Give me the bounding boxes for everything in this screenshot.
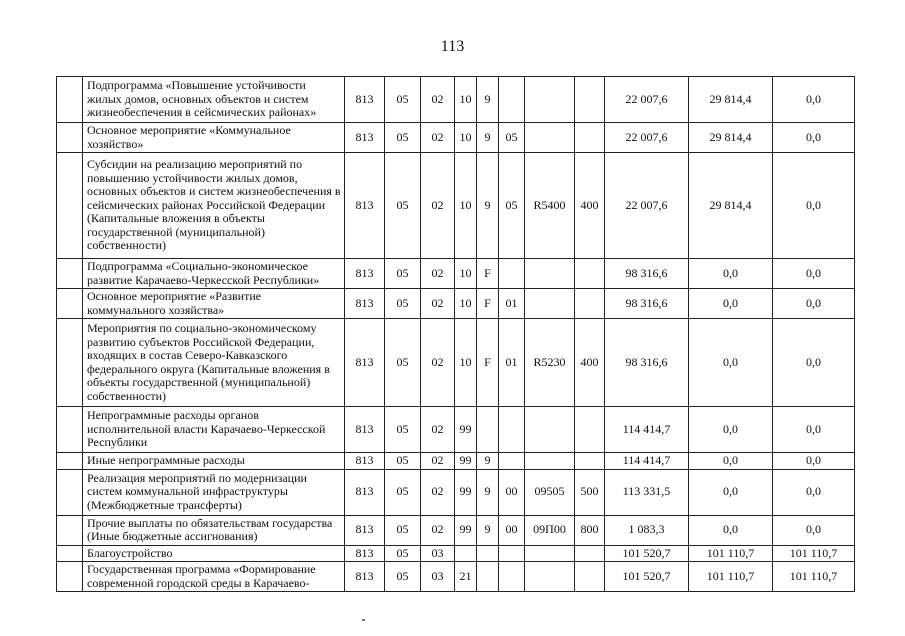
cell-c4 [525, 259, 575, 289]
cell-s1: 101 520,7 [605, 562, 689, 592]
cell-pr: 02 [421, 407, 455, 453]
cell-rz: 05 [385, 153, 421, 259]
cell-s3: 0,0 [773, 469, 855, 515]
cell-s2: 101 110,7 [689, 562, 773, 592]
cell-pr: 03 [421, 562, 455, 592]
cell-c4 [525, 545, 575, 562]
cell-gr: 813 [345, 123, 385, 153]
cell-gr: 813 [345, 153, 385, 259]
cell-vr [575, 407, 605, 453]
cell-gr: 813 [345, 469, 385, 515]
cell-c1: 99 [455, 515, 477, 545]
cell-name: Непрограммные расходы органов исполнительной власти Карачаево-Черкесской Республики [83, 407, 345, 453]
table-row [57, 453, 855, 470]
cell-margin [57, 562, 83, 592]
cell-c2: 9 [477, 153, 499, 259]
cell-c3: 05 [499, 153, 525, 259]
cell-vr [575, 289, 605, 319]
cell-gr: 813 [345, 319, 385, 407]
cell-c1: 10 [455, 319, 477, 407]
cell-name: Мероприятия по социально-экономическому развитию субъектов Российской Федерации, входящих в состав Северо-Кавказского федерального округа (Капитальные вложения в объекты государственной (муниципальной) собственности) [83, 319, 345, 407]
cell-s3: 0,0 [773, 515, 855, 545]
cell-c3: 01 [499, 289, 525, 319]
cell-pr: 02 [421, 319, 455, 407]
cell-margin [57, 153, 83, 259]
cell-s1: 1 083,3 [605, 515, 689, 545]
table-row [57, 515, 855, 545]
cell-c2 [477, 407, 499, 453]
cell-rz: 05 [385, 123, 421, 153]
cell-c3: 00 [499, 515, 525, 545]
cell-s3: 0,0 [773, 319, 855, 407]
cell-c4: R5230 [525, 319, 575, 407]
cell-c4 [525, 123, 575, 153]
cell-c3 [499, 77, 525, 123]
cell-name: Основное мероприятие «Развитие коммунального хозяйства» [83, 289, 345, 319]
cell-s1: 98 316,6 [605, 289, 689, 319]
table-row [57, 469, 855, 515]
cell-s2: 0,0 [689, 469, 773, 515]
cell-s3: 0,0 [773, 77, 855, 123]
cell-c1: 99 [455, 469, 477, 515]
cell-gr: 813 [345, 289, 385, 319]
cell-c3 [499, 259, 525, 289]
table-row [57, 259, 855, 289]
cell-c4 [525, 289, 575, 319]
cell-s2: 0,0 [689, 453, 773, 470]
cell-s1: 98 316,6 [605, 259, 689, 289]
cell-c2: 9 [477, 77, 499, 123]
cell-name: Благоустройство [83, 545, 345, 562]
cell-gr: 813 [345, 453, 385, 470]
cell-c4: R5400 [525, 153, 575, 259]
cell-s3: 0,0 [773, 289, 855, 319]
cell-c1 [455, 545, 477, 562]
table-row [57, 289, 855, 319]
cell-s3: 0,0 [773, 453, 855, 470]
cell-s2: 101 110,7 [689, 545, 773, 562]
cell-rz: 05 [385, 289, 421, 319]
cell-gr: 813 [345, 77, 385, 123]
cell-name: Подпрограмма «Социально-экономическое развитие Карачаево-Черкесской Республики» [83, 259, 345, 289]
cell-s3: 101 110,7 [773, 545, 855, 562]
cell-pr: 02 [421, 259, 455, 289]
cell-gr: 813 [345, 562, 385, 592]
cell-s2: 29 814,4 [689, 153, 773, 259]
table-row [57, 77, 855, 123]
cell-vr [575, 453, 605, 470]
cell-name: Государственная программа «Формирование современной городской среды в Карачаево- [83, 562, 345, 592]
cell-rz: 05 [385, 562, 421, 592]
cell-name: Субсидии на реализацию мероприятий по повышению устойчивости жилых домов, основных объектов и систем жизнеобеспечения в сейсмических районах Российской Федерации (Капитальные вложения в объекты государственной (муниципальной) собственности) [83, 153, 345, 259]
cell-c2: 9 [477, 453, 499, 470]
cell-rz: 05 [385, 407, 421, 453]
cell-name: Основное мероприятие «Коммунальное хозяйство» [83, 123, 345, 153]
cell-margin [57, 453, 83, 470]
cell-vr [575, 77, 605, 123]
cell-s2: 29 814,4 [689, 77, 773, 123]
cell-s3: 0,0 [773, 407, 855, 453]
cell-s1: 98 316,6 [605, 319, 689, 407]
cell-s2: 0,0 [689, 259, 773, 289]
cell-c3 [499, 562, 525, 592]
cell-s1: 22 007,6 [605, 77, 689, 123]
cell-pr: 02 [421, 153, 455, 259]
cell-rz: 05 [385, 515, 421, 545]
cell-gr: 813 [345, 259, 385, 289]
cell-pr: 02 [421, 453, 455, 470]
cell-pr: 02 [421, 77, 455, 123]
cell-rz: 05 [385, 469, 421, 515]
cell-c3 [499, 407, 525, 453]
cell-margin [57, 259, 83, 289]
table-row [57, 545, 855, 562]
cell-margin [57, 469, 83, 515]
scan-speck [362, 619, 365, 621]
cell-c2: F [477, 259, 499, 289]
cell-c3 [499, 453, 525, 470]
cell-c2: 9 [477, 123, 499, 153]
cell-s2: 0,0 [689, 407, 773, 453]
cell-pr: 02 [421, 289, 455, 319]
cell-vr [575, 259, 605, 289]
cell-c1: 21 [455, 562, 477, 592]
cell-c1: 99 [455, 407, 477, 453]
cell-c3 [499, 545, 525, 562]
cell-c2: F [477, 289, 499, 319]
cell-s3: 0,0 [773, 153, 855, 259]
cell-c3: 05 [499, 123, 525, 153]
cell-vr [575, 562, 605, 592]
cell-c1: 99 [455, 453, 477, 470]
cell-margin [57, 123, 83, 153]
cell-c2 [477, 545, 499, 562]
cell-c4 [525, 562, 575, 592]
page-number: 113 [440, 38, 465, 55]
cell-margin [57, 77, 83, 123]
cell-margin [57, 289, 83, 319]
cell-vr: 400 [575, 319, 605, 407]
cell-rz: 05 [385, 319, 421, 407]
cell-s1: 114 414,7 [605, 407, 689, 453]
cell-c4 [525, 407, 575, 453]
cell-c2 [477, 562, 499, 592]
cell-rz: 05 [385, 77, 421, 123]
cell-vr: 400 [575, 153, 605, 259]
table-row [57, 153, 855, 259]
cell-s3: 0,0 [773, 259, 855, 289]
cell-pr: 03 [421, 545, 455, 562]
cell-c2: F [477, 319, 499, 407]
cell-c1: 10 [455, 289, 477, 319]
cell-c1: 10 [455, 259, 477, 289]
cell-c1: 10 [455, 153, 477, 259]
table-row [57, 407, 855, 453]
cell-rz: 05 [385, 259, 421, 289]
cell-rz: 05 [385, 453, 421, 470]
cell-margin [57, 515, 83, 545]
cell-rz: 05 [385, 545, 421, 562]
cell-s1: 22 007,6 [605, 123, 689, 153]
cell-name: Подпрограмма «Повышение устойчивости жилых домов, основных объектов и систем жизнеобеспечения в сейсмических районах» [83, 77, 345, 123]
cell-name: Реализация мероприятий по модернизации систем коммунальной инфраструктуры (Межбюджетные трансферты) [83, 469, 345, 515]
cell-c2: 9 [477, 469, 499, 515]
cell-gr: 813 [345, 407, 385, 453]
cell-pr: 02 [421, 469, 455, 515]
table-row [57, 319, 855, 407]
cell-c4: 09П00 [525, 515, 575, 545]
cell-pr: 02 [421, 515, 455, 545]
cell-margin [57, 545, 83, 562]
cell-gr: 813 [345, 545, 385, 562]
cell-s3: 0,0 [773, 123, 855, 153]
cell-s1: 22 007,6 [605, 153, 689, 259]
cell-s3: 101 110,7 [773, 562, 855, 592]
cell-s2: 0,0 [689, 289, 773, 319]
cell-c4: 09505 [525, 469, 575, 515]
cell-s2: 29 814,4 [689, 123, 773, 153]
cell-c4 [525, 453, 575, 470]
cell-c1: 10 [455, 77, 477, 123]
cell-name: Прочие выплаты по обязательствам государства (Иные бюджетные ассигнования) [83, 515, 345, 545]
cell-c3: 00 [499, 469, 525, 515]
cell-s2: 0,0 [689, 319, 773, 407]
cell-c1: 10 [455, 123, 477, 153]
cell-s1: 113 331,5 [605, 469, 689, 515]
cell-name: Иные непрограммные расходы [83, 453, 345, 470]
cell-margin [57, 407, 83, 453]
cell-c2: 9 [477, 515, 499, 545]
cell-vr: 800 [575, 515, 605, 545]
cell-vr [575, 545, 605, 562]
cell-c4 [525, 77, 575, 123]
cell-vr [575, 123, 605, 153]
cell-s1: 114 414,7 [605, 453, 689, 470]
table-body [57, 77, 855, 592]
cell-s2: 0,0 [689, 515, 773, 545]
cell-vr: 500 [575, 469, 605, 515]
budget-table [56, 76, 855, 592]
cell-c3: 01 [499, 319, 525, 407]
table-row [57, 562, 855, 592]
cell-gr: 813 [345, 515, 385, 545]
cell-s1: 101 520,7 [605, 545, 689, 562]
cell-margin [57, 319, 83, 407]
cell-pr: 02 [421, 123, 455, 153]
table-row [57, 123, 855, 153]
